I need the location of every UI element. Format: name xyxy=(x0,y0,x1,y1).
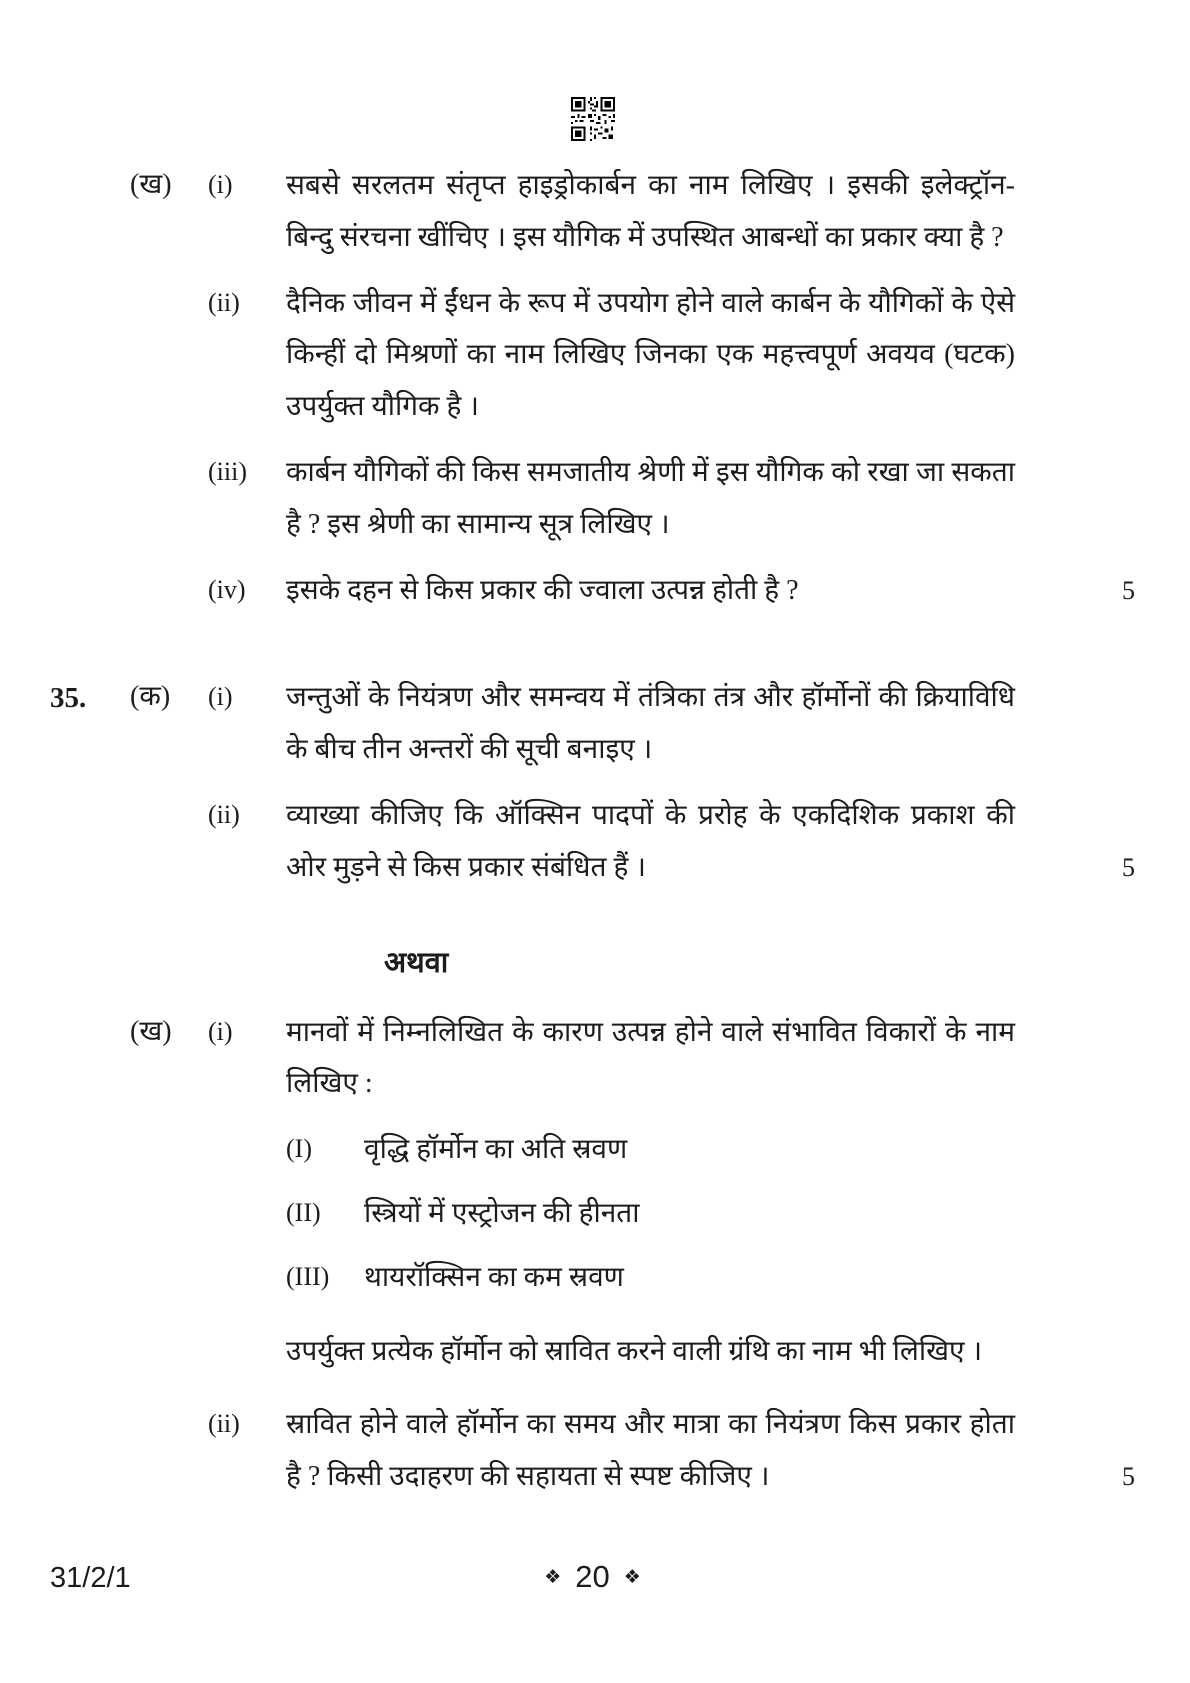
ornament-right-icon: ❖ xyxy=(623,1566,641,1588)
question-item xyxy=(50,1007,1135,1111)
page-number-group xyxy=(544,1559,641,1595)
qr-container xyxy=(50,96,1135,142)
item-numeral: (ii) xyxy=(208,1409,240,1439)
sub-item-label: (I) xyxy=(286,1134,312,1164)
or-divider: अथवा xyxy=(384,946,449,979)
marks-value: 5 xyxy=(1122,852,1135,882)
sub-item-label: (III) xyxy=(286,1261,330,1291)
question-number: 35. xyxy=(50,682,87,715)
item-text: सबसे सरलतम संतृप्त हाइड्रोकार्बन का नाम लिखिए । इसकी इलेक्ट्रॉन-बिन्दु संरचना खींचिए । इस यौगिक में उपस्थित आबन्धों का प्रकार क्या है ? xyxy=(286,170,1015,253)
item-text: इसके दहन से किस प्रकार की ज्वाला उत्पन्न होती है ? xyxy=(286,574,799,606)
item-text: दैनिक जीवन में ईंधन के रूप में उपयोग होने वाले कार्बन के यौगिकों के ऐसे किन्हीं दो मिश्रणों का नाम लिखिए जिनका एक महत्त्वपूर्ण अवयव (घटक) उपर्युक्त यौगिक है । xyxy=(286,287,1015,423)
question-item xyxy=(50,278,1135,433)
item-text: जन्तुओं के नियंत्रण और समन्वय में तंत्रिका तंत्र और हॉर्मोनों की क्रियाविधि के बीच तीन अन्तरों की सूची बनाइए । xyxy=(286,682,1015,766)
item-note xyxy=(50,1326,1135,1378)
item-text: कार्बन यौगिकों की किस समजातीय श्रेणी में इस यौगिक को रखा जा सकता है ? इस श्रेणी का सामान्य सूत्र लिखिए । xyxy=(286,456,1015,540)
page-footer xyxy=(50,1559,1135,1595)
item-text: मानवों में निम्नलिखित के कारण उत्पन्न होने वाले संभावित विकारों के नाम लिखिए : xyxy=(286,1016,1015,1100)
sub-item-text: थायरॉक्सिन का कम स्रवण xyxy=(364,1261,624,1293)
question-item xyxy=(50,1399,1135,1503)
sub-item-text: वृद्धि हॉर्मोन का अति स्रवण xyxy=(364,1134,628,1166)
marks-value: 5 xyxy=(1122,575,1135,605)
qr-code-icon xyxy=(571,96,615,142)
item-numeral: (ii) xyxy=(208,287,240,317)
item-numeral: (i) xyxy=(208,170,233,199)
item-numeral: (iii) xyxy=(208,456,247,486)
marks-value: 5 xyxy=(1122,1462,1135,1492)
question-item xyxy=(50,565,1135,617)
sub-item-text: स्त्रियों में एस्ट्रोजन की हीनता xyxy=(364,1197,640,1229)
item-numeral: (ii) xyxy=(208,799,240,829)
item-numeral: (i) xyxy=(208,1016,233,1046)
item-text: स्रावित होने वाले हॉर्मोन का समय और मात्रा का नियंत्रण किस प्रकार होता है ? किसी उदाहरण की सहायता से स्पष्ट कीजिए । xyxy=(286,1409,1015,1493)
item-note-text: उपर्युक्त प्रत्येक हॉर्मोन को स्रावित करने वाली ग्रंथि का नाम भी लिखिए । xyxy=(286,1335,983,1367)
page-number: 20 xyxy=(575,1559,610,1594)
question-item xyxy=(50,790,1135,894)
question-item xyxy=(50,672,1135,776)
part-label: (ख) xyxy=(130,169,172,200)
sub-item xyxy=(50,1252,1135,1304)
item-numeral: (i) xyxy=(208,682,233,712)
part-label: (क) xyxy=(130,681,171,713)
item-text: व्याख्या कीजिए कि ऑक्सिन पादपों के प्ररोह के एकदिशिक प्रकाश की ओर मुड़ने से किस प्रकार संबंधित हैं । xyxy=(286,799,1015,883)
paper-code: 31/2/1 xyxy=(50,1562,131,1594)
part-label: (ख) xyxy=(130,1015,172,1047)
question-item xyxy=(50,447,1135,551)
ornament-left-icon: ❖ xyxy=(544,1566,562,1588)
sub-item-label: (II) xyxy=(286,1197,321,1227)
item-numeral: (iv) xyxy=(208,574,246,604)
question-item xyxy=(50,160,1135,264)
sub-item xyxy=(50,1124,1135,1176)
sub-item xyxy=(50,1188,1135,1240)
